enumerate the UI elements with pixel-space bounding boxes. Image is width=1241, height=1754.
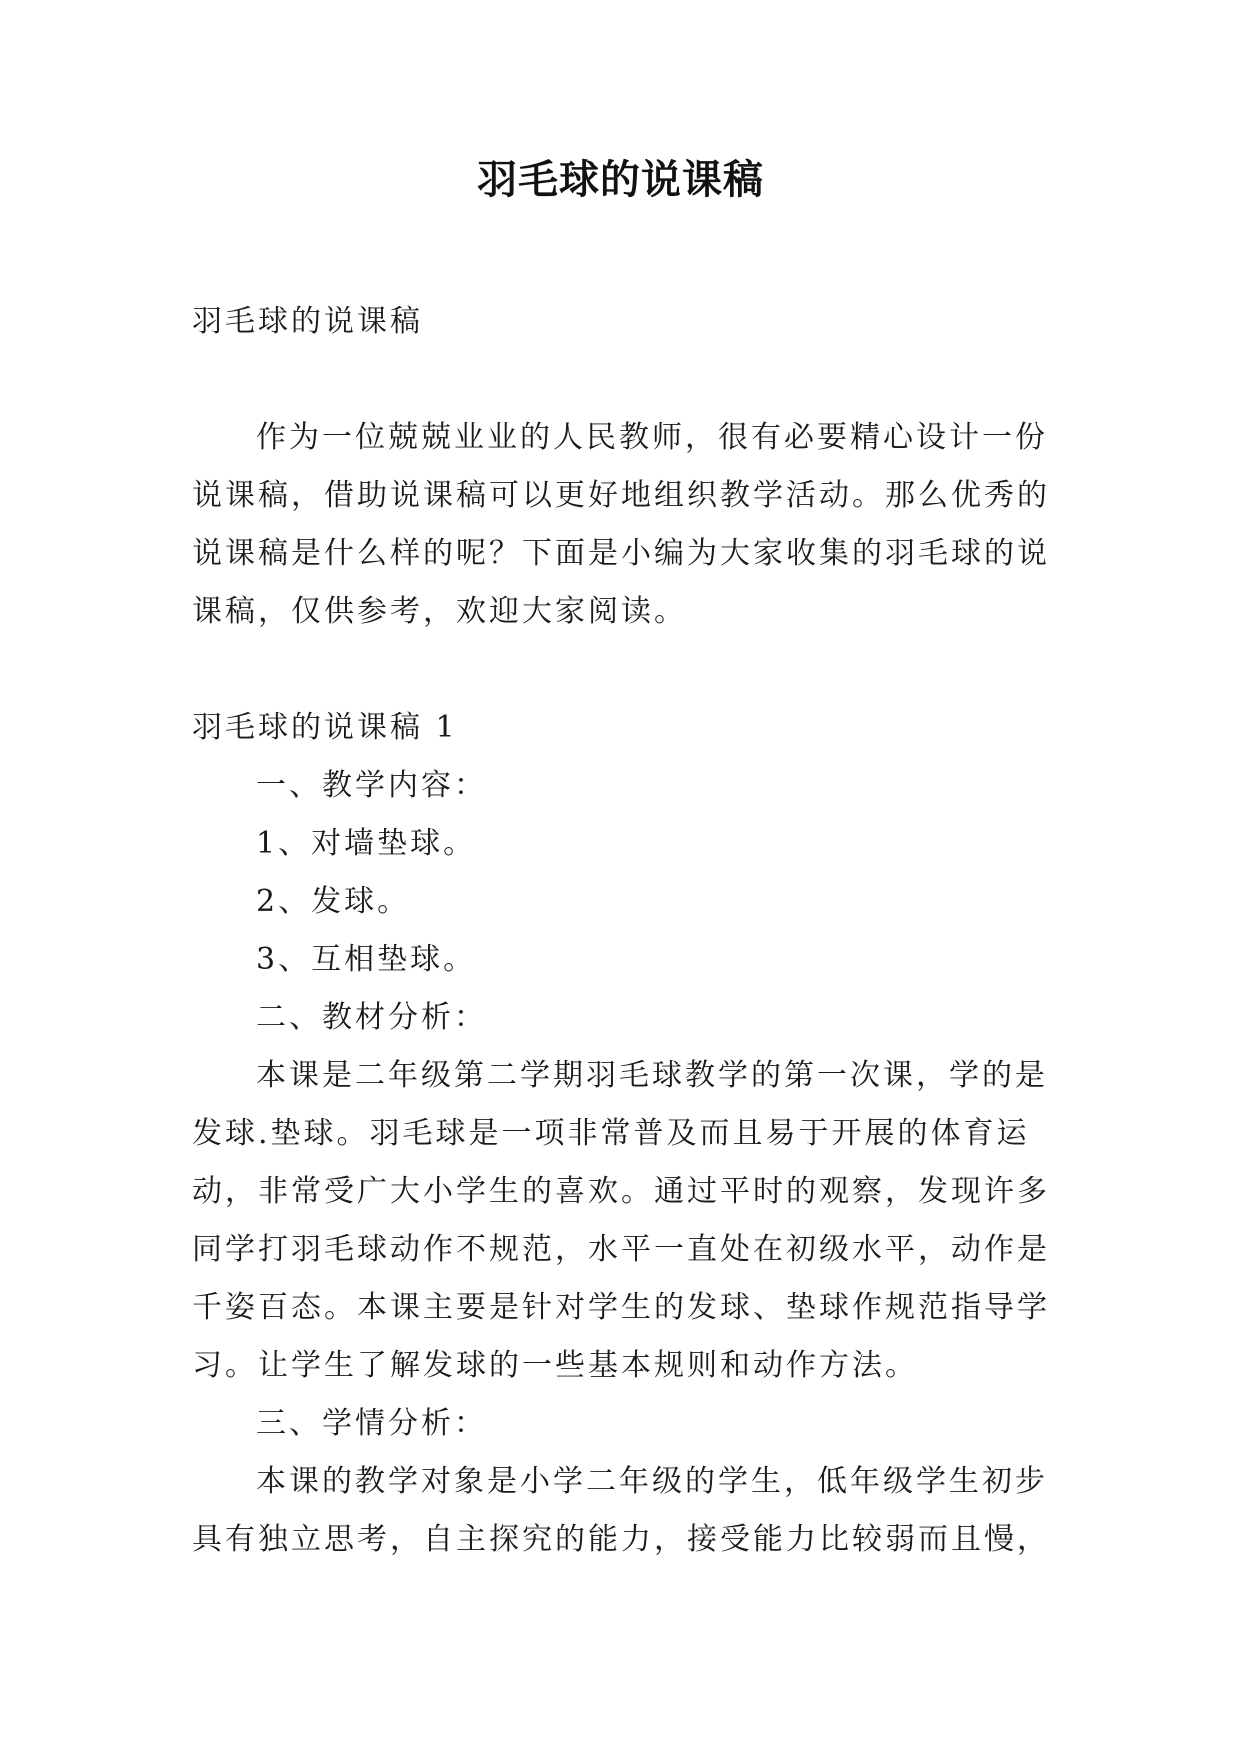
paragraph-material-analysis: 本课是二年级第二学期羽毛球教学的第一次课，学的是发球.垫球。羽毛球是一项非常普及而且易于开展的体育运动，非常受广大小学生的喜欢。通过平时的观察，发现许多同学打羽毛球动作不规范，水平一直处在初级水平，动作是千姿百态。本课主要是针对学生的发球、垫球作规范指导学习。让学生了解发球的一些基本规则和动作方法。 — [192, 1058, 1050, 1383]
heading-student-analysis: 三、学情分析： — [256, 1406, 487, 1441]
document-title: 羽毛球的说课稿 — [477, 157, 764, 203]
paragraph-student-analysis: 本课的教学对象是小学二年级的学生，低年级学生初步具有独立思考，自主探究的能力，接受能力比较弱而且慢， — [192, 1464, 1050, 1557]
list-item: 3、互相垫球。 — [256, 942, 477, 977]
heading-material-analysis: 二、教材分析： — [256, 1000, 487, 1035]
section-title: 羽毛球的说课稿 1 — [192, 710, 458, 745]
list-item: 2、发球。 — [256, 884, 411, 919]
list-item: 1、对墙垫球。 — [256, 826, 477, 861]
spacer — [192, 351, 1052, 409]
heading-teaching-content: 一、教学内容： — [256, 768, 487, 803]
document-body — [192, 293, 1052, 1569]
spacer — [192, 641, 1052, 699]
intro-paragraph: 作为一位兢兢业业的人民教师，很有必要精心设计一份说课稿，借助说课稿可以更好地组织教学活动。那么优秀的说课稿是什么样的呢？下面是小编为大家收集的羽毛球的说课稿，仅供参考，欢迎大家阅读。 — [192, 420, 1050, 629]
document-subtitle: 羽毛球的说课稿 — [192, 304, 423, 339]
